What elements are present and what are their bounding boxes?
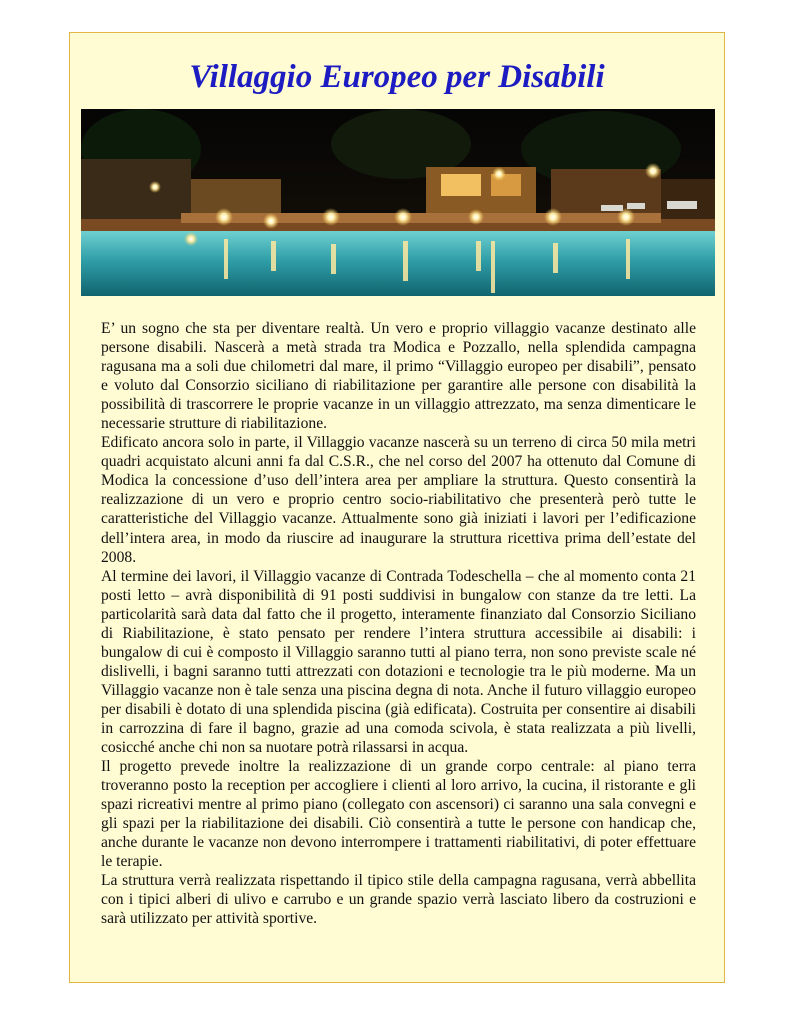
paragraph: Il progetto prevede inoltre la realizzazione di un grande corpo centrale: al piano terra troveranno posto la reception per accogliere i clienti al loro arrivo, la cucina, il ristorante e gli spazi ricreativi mentre al primo piano (collegato con ascensori) ci saranno una sala convegni e gli spazi per la riabilitazione dei disabili. Ciò consentirà a tutte le persone con handicap che, anche durante le vacanze non devono interrompere i trattamenti riabilitativi, di poter effettuare le terapie.	[101, 758, 696, 871]
page-frame	[69, 32, 725, 983]
paragraph: La struttura verrà realizzata rispettando il tipico stile della campagna ragusana, verrà abbellita con i tipici alberi di ulivo e carrubo e un grande spazio verrà lasciato libero da costruzioni e sarà utilizzato per attività sportive.	[101, 872, 696, 928]
page-title: Villaggio Europeo per Disabili	[189, 59, 605, 95]
paragraph: Al termine dei lavori, il Villaggio vacanze di Contrada Todeschella – che al momento conta 21 posti letto – avrà disponibilità di 91 posti suddivisi in bungalow con stanze da tre letti. La particolarità sarà data dal fatto che il progetto, interamente finanziato dal Consorzio Siciliano di Riabilitazione, è stato pensato per rendere l’intera struttura accessibile ai disabili: i bungalow di cui è composto il Villaggio saranno tutti al piano terra, non sono previste scale né dislivelli, i bagni saranno tutti attrezzati con dotazioni e tecnologie tra le più moderne. Ma un Villaggio vacanze non è tale senza una piscina degna di nota. Anche il futuro villaggio europeo per disabili è dotato di una splendida piscina (già edificata). Costruita per consentire ai disabili in carrozzina di fare il bagno, grazie ad una comoda scivola, è stata realizzata a più livelli, cosicché anche chi non sa nuotare potrà rilassarsi in acqua.	[101, 567, 696, 757]
pool-photo	[81, 109, 715, 296]
paragraph: Edificato ancora solo in parte, il Villaggio vacanze nascerà su un terreno di circa 50 mila metri quadri acquistato alcuni anni fa dal C.S.R., che nel corso del 2007 ha ottenuto dal Comune di Modica la concessione d’uso dell’intera area per ampliare la struttura. Questo consentirà la realizzazione di un vero e proprio centro socio-riabilitativo che presenterà però tutte le caratteristiche del Villaggio vacanze. Attualmente sono già iniziati i lavori per l’edificazione dell’intera area, in modo da riuscire ad inaugurare la struttura ricettiva prima dell’estate del 2008.	[101, 434, 696, 566]
article-body	[101, 319, 696, 929]
paragraph: E’ un sogno che sta per diventare realtà. Un vero e proprio villaggio vacanze destinato alle persone disabili. Nascerà a metà strada tra Modica e Pozzallo, nella splendida campagna ragusana ma a soli due chilometri dal mare, il primo “Villaggio europeo per disabili”, pensato e voluto dal Consorzio siciliano di riabilitazione per garantire alle persone con disabilità la possibilità di trascorrere le proprie vacanze in un villaggio attrezzato, ma senza dimenticare le necessarie strutture di riabilitazione.	[101, 320, 696, 433]
